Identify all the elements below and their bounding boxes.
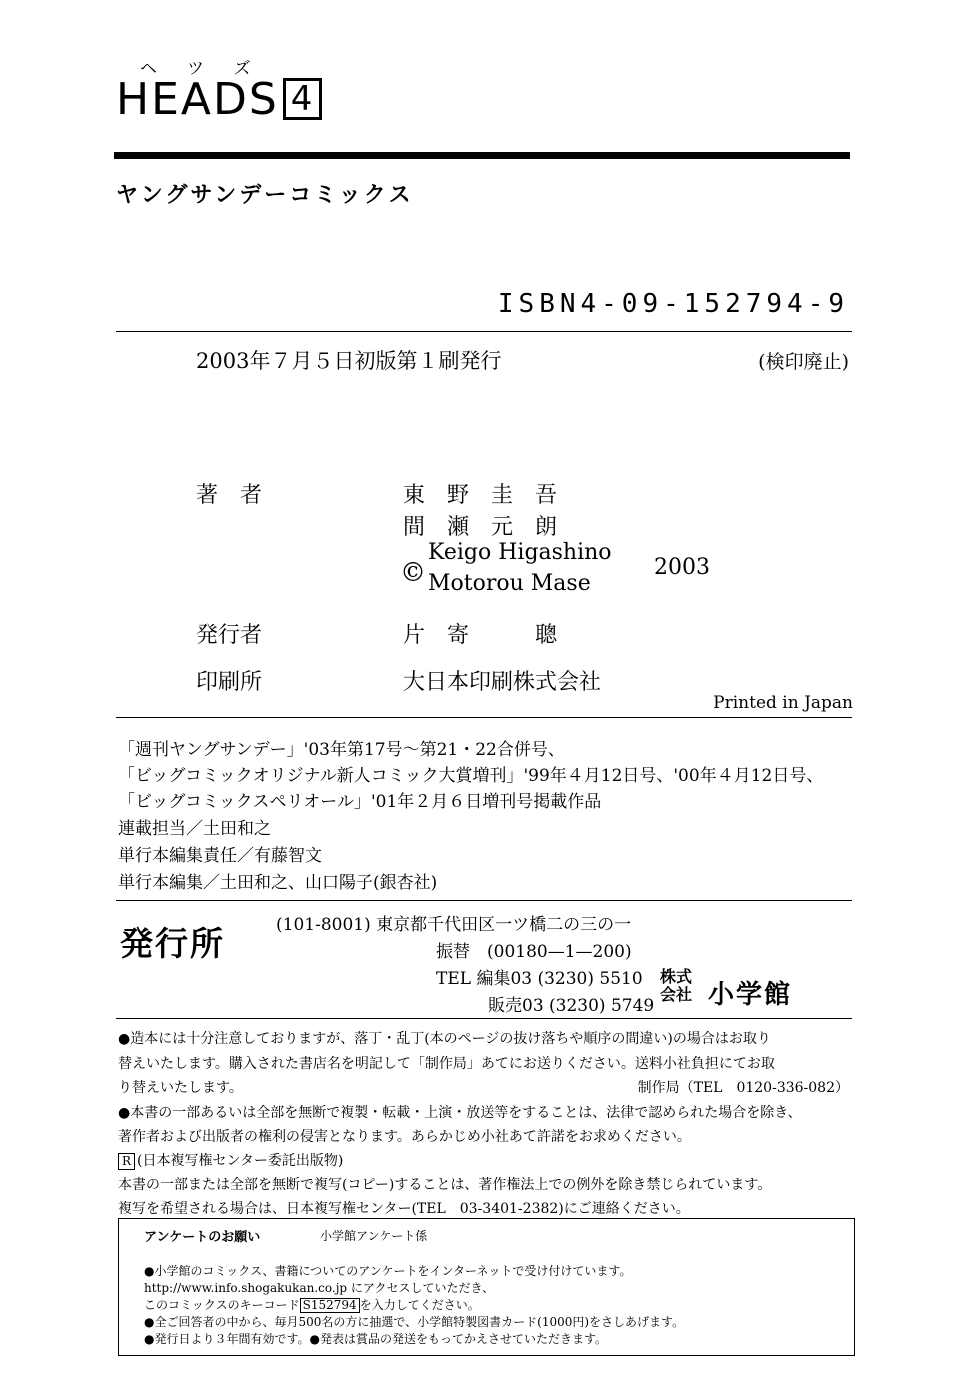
notice-line-5: 著作者および出版者の権利の侵害となります。あらかじめ小社あて許諾をお求めください。	[118, 1129, 691, 1145]
survey-line-5-a: ●発行日より３年間有効です。	[144, 1332, 310, 1346]
survey-line-1: ●小学館のコミックス、書籍についてのアンケートをインターネットで受け付けています。	[144, 1264, 632, 1278]
publication-info-6: 単行本編集／土田和之、山口陽子(銀杏社)	[118, 873, 438, 893]
divider	[116, 900, 852, 901]
company-type-line-1: 株式	[660, 967, 693, 986]
survey-dept: 小学館アンケート係	[320, 1229, 428, 1243]
survey-line-5	[144, 1330, 607, 1347]
author-2: 間 瀬 元 朗	[403, 515, 558, 540]
survey-title: アンケートのお願い	[144, 1230, 261, 1245]
notice-line-6	[118, 1150, 343, 1170]
notice-line-8: 複写を希望される場合は、日本複写権センター(TEL 03-3401-2382)にご連絡ください。	[118, 1201, 690, 1217]
survey-line-3	[144, 1296, 480, 1313]
publication-info-2: 「ビッグコミックオリジナル新人コミック大賞増刊」'99年４月12日号、'00年４月12日号、	[118, 766, 824, 786]
first-edition-date: 2003年７月５日初版第１刷発行	[196, 349, 502, 373]
divider	[116, 717, 852, 718]
copyright-mark: ©	[400, 558, 426, 588]
isbn: ISBN4-09-152794-9	[497, 289, 849, 319]
notice-line-3: り替えいたします。	[118, 1080, 243, 1096]
company-type-line-2: 会社	[660, 985, 693, 1004]
copyright-year: 2003	[654, 555, 710, 580]
publisher-transfer: 振替 (00180—1—200)	[436, 942, 632, 962]
survey-line-3-post: を入力してください。	[359, 1298, 480, 1312]
notice-line-2: 替えいたします。購入された書店名を明記して「制作局」あてにお送りください。送料小社負担にてお取	[118, 1056, 775, 1072]
printer-label: 印刷所	[196, 670, 263, 695]
series-name: ヤングサンデーコミックス	[116, 183, 414, 208]
publisher-name: 片 寄 聰	[403, 623, 558, 648]
divider	[116, 331, 852, 332]
company-type	[660, 968, 692, 1004]
publisher-tel-sales: 販売03 (3230) 5749	[488, 996, 655, 1016]
printer-name: 大日本印刷株式会社	[403, 670, 602, 695]
printed-in: Printed in Japan	[713, 693, 853, 713]
volume-number: 4	[283, 78, 323, 120]
publication-info-5: 単行本編集責任／有藤智文	[118, 846, 322, 866]
survey-line-5-b: ●発表は賞品の発送をもってかえさせていただきます。	[309, 1332, 608, 1346]
publisher-address: (101-8001) 東京都千代田区一ツ橋二の三の一	[276, 915, 632, 935]
divider	[116, 1018, 852, 1019]
notice-line-6-text: (日本複写権センター委託出版物)	[137, 1153, 344, 1169]
publisher-label: 発行者	[196, 623, 263, 648]
title-text: HEADS	[116, 74, 279, 125]
survey-line-3-pre: このコミックスのキーコード	[144, 1298, 300, 1312]
registered-mark-icon: R	[118, 1153, 135, 1170]
title-logo	[116, 74, 322, 125]
notice-line-4: ●本書の一部あるいは全部を無断で複製・転載・上演・放送等をすることは、法律で認められた場合を除き、	[118, 1105, 802, 1121]
publisher-heading: 発行所	[120, 924, 225, 963]
author-1: 東 野 圭 吾	[403, 483, 558, 508]
publisher-tel-editorial: TEL 編集03 (3230) 5510	[436, 969, 643, 989]
publication-info-1: 「週刊ヤングサンデー」'03年第17号〜第21・22合併号、	[118, 740, 565, 760]
survey-line-2: http://www.info.shogakukan.co.jp にアクセスしていただき、	[144, 1281, 495, 1295]
publication-info-3: 「ビッグコミックスペリオール」'01年２月６日増刊号掲載作品	[118, 792, 602, 812]
notice-line-7: 本書の一部または全部を無断で複写(コピー)することは、著作権法上での例外を除き禁じられています。	[118, 1177, 772, 1193]
survey-line-4: ●全ご回答者の中から、毎月500名の方に抽選で、小学館特製図書カード(1000円)をさしあげます。	[144, 1315, 685, 1329]
copyright-name-2: Motorou Mase	[428, 571, 591, 596]
notice-contact: 制作局（TEL 0120-336-082）	[637, 1080, 849, 1096]
key-code: S152794	[300, 1298, 360, 1313]
company-name: 小学館	[708, 980, 793, 1010]
copyright-name-1: Keigo Higashino	[428, 540, 612, 565]
title-ruby: ヘツズ	[140, 59, 281, 79]
notice-line-1: ●造本には十分注意しておりますが、落丁・乱丁(本のページの抜け落ちや順序の間違い)の場合はお取り	[118, 1031, 771, 1047]
author-label: 著 者	[196, 483, 263, 508]
publication-info-4: 連載担当／土田和之	[118, 819, 271, 839]
stamp-note: (検印廃止)	[758, 351, 849, 373]
header-divider	[114, 152, 850, 159]
